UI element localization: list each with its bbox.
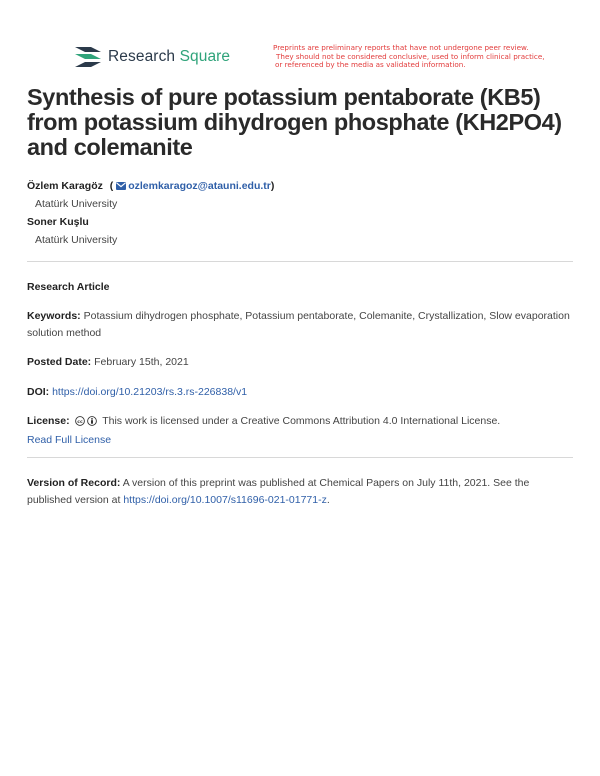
author-2 <box>27 216 274 234</box>
posted-date <box>27 354 575 371</box>
author-2-affiliation: Atatürk University <box>35 234 118 246</box>
by-icon <box>87 416 97 426</box>
published-version-link[interactable]: https://doi.org/10.1007/s11696-021-01771-z <box>123 494 327 506</box>
author-email-link[interactable]: ozlemkaragoz@atauni.edu.tr <box>128 180 271 192</box>
author-name: Soner Kuşlu <box>27 216 89 228</box>
article-type: Research Article <box>27 281 110 293</box>
divider-top <box>27 261 573 262</box>
logo-word-research: Research <box>108 48 176 65</box>
keywords <box>27 308 575 342</box>
version-of-record-label: Version of Record: <box>27 477 121 489</box>
logo-wordmark <box>108 48 230 66</box>
email-close-paren: ) <box>270 180 275 192</box>
license <box>27 413 575 449</box>
author-list <box>27 180 274 252</box>
version-of-record-text: A version of this preprint was published at Chemical Papers on July 11th, 2021. See the published version at <box>27 477 530 506</box>
keywords-value: Potassium dihydrogen phosphate, Potassium pentaborate, Colemanite, Crystallization, Slow evaporation solution method <box>27 310 570 339</box>
version-of-record <box>27 475 575 509</box>
preprint-disclaimer <box>273 44 543 70</box>
doi <box>27 384 575 401</box>
cc-icon <box>75 416 85 426</box>
license-text: This work is licensed under a Creative Commons Attribution 4.0 International License. <box>102 415 501 427</box>
email-open-paren: ( <box>109 180 114 192</box>
license-icons <box>75 415 98 432</box>
envelope-icon <box>116 182 126 190</box>
svg-text:cc: cc <box>76 419 83 425</box>
author-email-group <box>110 180 275 192</box>
author-1-affiliation: Atatürk University <box>35 198 118 210</box>
author-name: Özlem Karagöz <box>27 180 103 192</box>
version-of-record-end: . <box>326 494 330 506</box>
read-full-license-link[interactable]: Read Full License <box>27 434 112 446</box>
doi-label: DOI: <box>27 386 50 398</box>
research-square-logo-icon <box>75 47 101 67</box>
logo-word-square: Square <box>179 48 231 65</box>
research-square-logo[interactable] <box>75 47 230 67</box>
posted-date-label: Posted Date: <box>27 356 92 368</box>
doi-link[interactable]: https://doi.org/10.21203/rs.3.rs-226838/v1 <box>52 386 248 398</box>
disclaimer-line-3: or referenced by the media as validated information. <box>275 60 466 70</box>
license-label: License: <box>27 415 70 427</box>
disclaimer-line-1: Preprints are preliminary reports that have not undergone peer review. <box>273 43 529 52</box>
author-1 <box>27 180 274 198</box>
disclaimer-line-2: They should not be considered conclusive, used to inform clinical practice, <box>276 51 545 61</box>
posted-date-value: February 15th, 2021 <box>94 356 189 368</box>
divider-bottom <box>27 457 573 458</box>
keywords-label: Keywords: <box>27 310 81 322</box>
paper-title: Synthesis of pure potassium pentaborate (KB5) from potassium dihydrogen phosphate (KH2PO4) and colemanite <box>27 84 562 160</box>
